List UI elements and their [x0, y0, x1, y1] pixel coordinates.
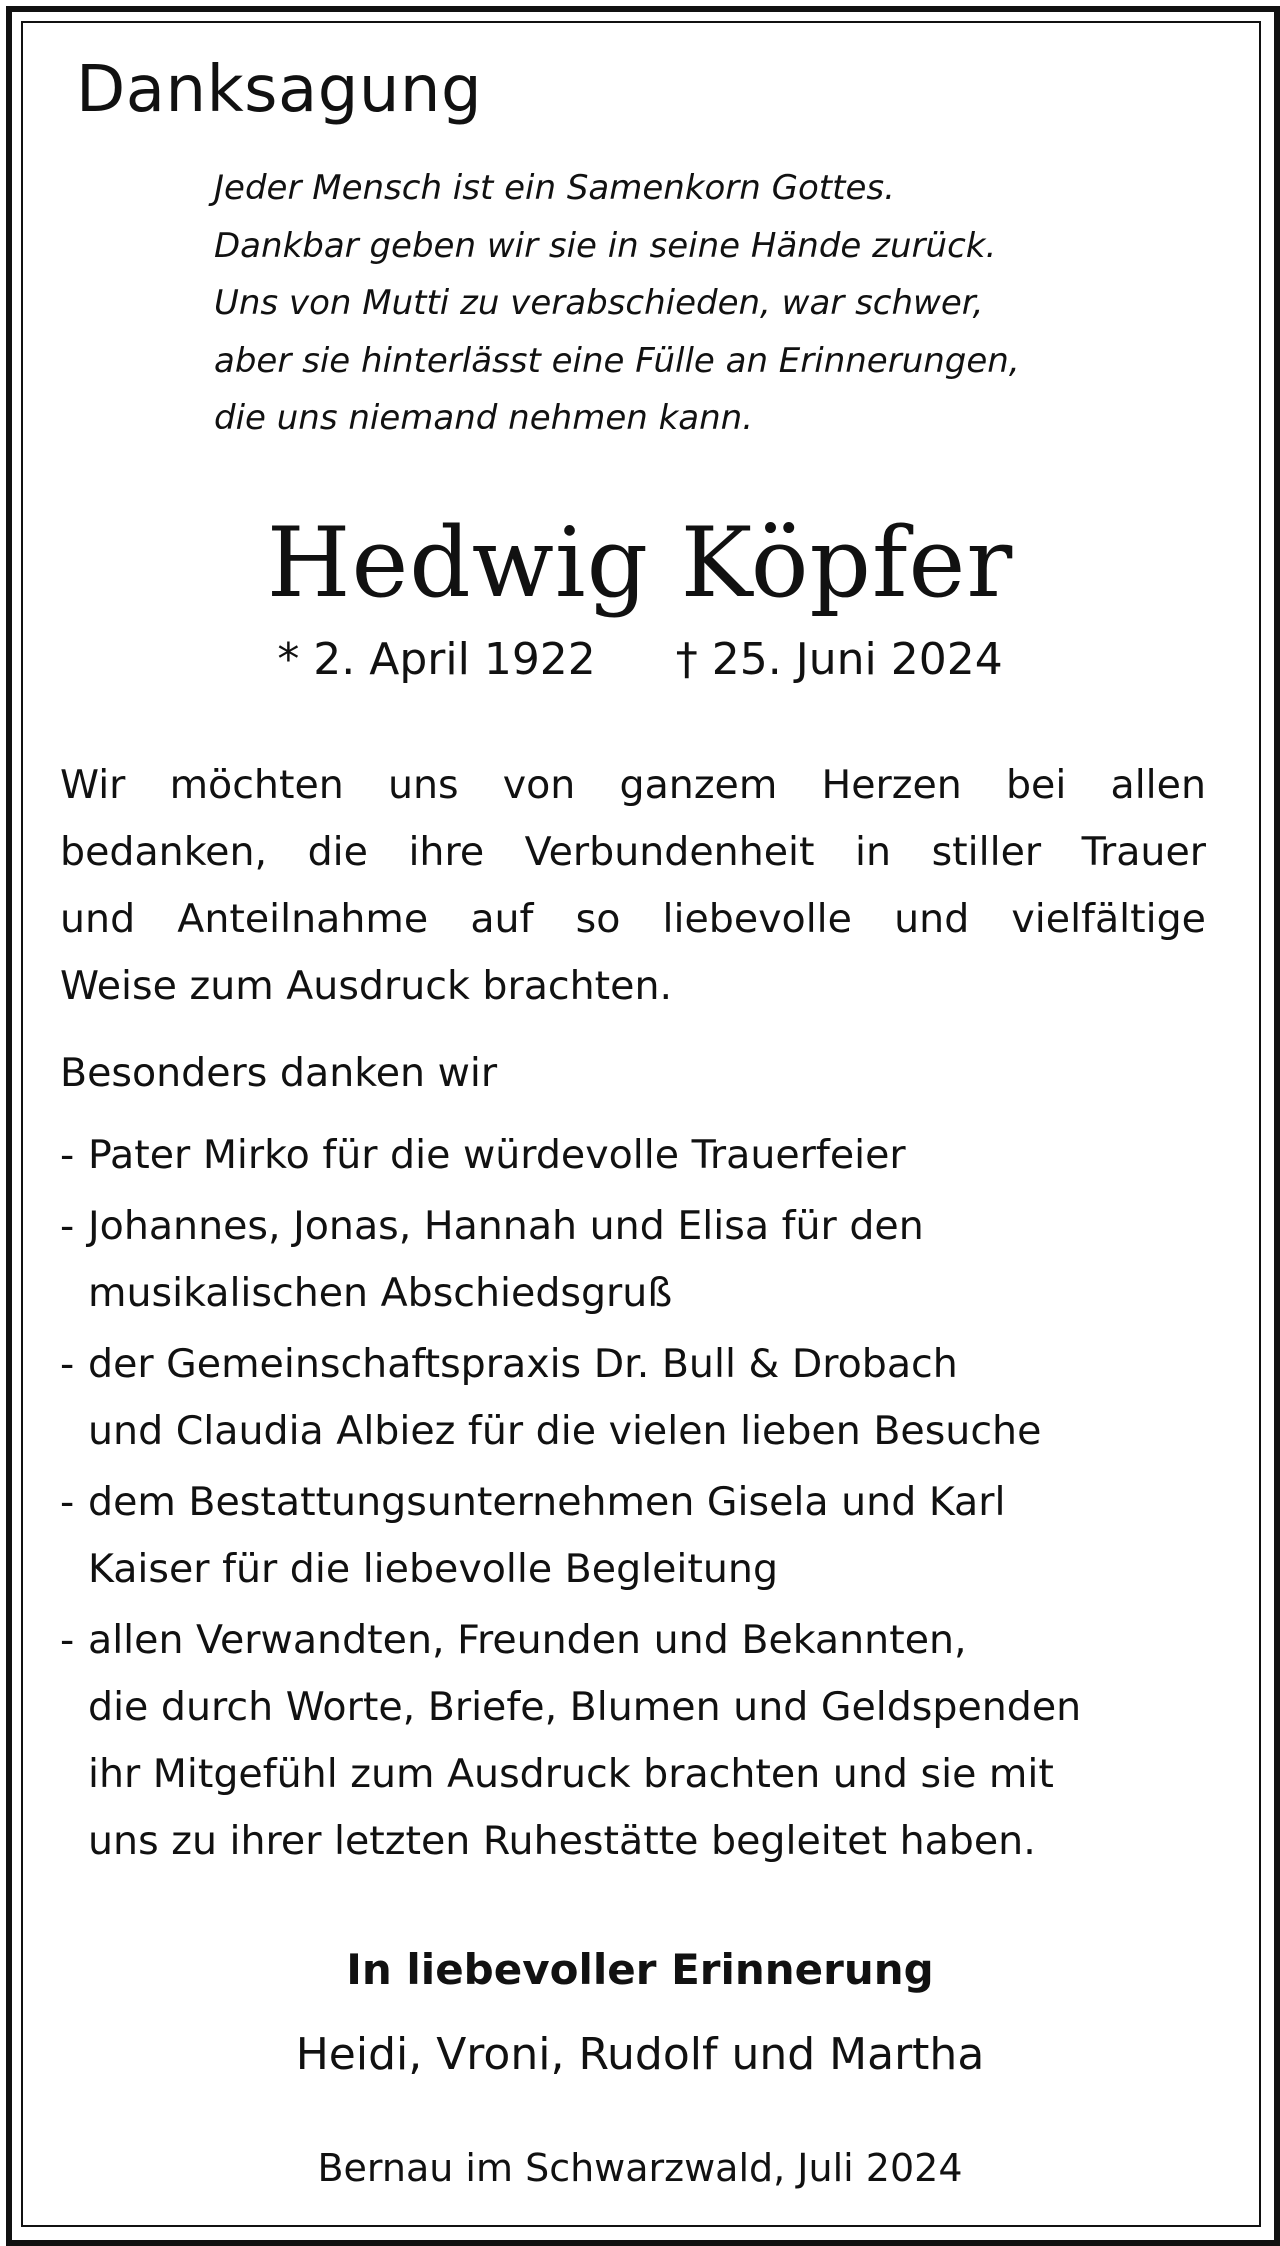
death-date: † 25. Juni 2024 — [675, 634, 1003, 685]
list-item — [60, 1469, 1230, 1603]
birth-date: * 2. April 1922 — [277, 634, 596, 685]
deceased-name: Hedwig Köpfer — [266, 507, 1014, 619]
thanks-paragraph — [60, 752, 1206, 1020]
paragraph-line: Wir möchten uns von ganzem Herzen bei allen — [60, 762, 1206, 808]
family-names: Heidi, Vroni, Rudolf und Martha — [295, 2029, 985, 2080]
list-item-line: ihr Mitgefühl zum Ausdruck brachten und sie mit — [88, 1751, 1054, 1797]
list-item-line: Johannes, Jonas, Hannah und Elisa für den — [88, 1203, 924, 1249]
list-item — [60, 1193, 1230, 1327]
list-item-line: uns zu ihrer letzten Ruhestätte begleitet haben. — [88, 1818, 1036, 1864]
list-item-line: dem Bestattungsunternehmen Gisela und Karl — [88, 1479, 1006, 1525]
thanks-intro: Besonders danken wir — [60, 1050, 498, 1096]
verse-line: die uns niemand nehmen kann. — [214, 398, 754, 438]
paragraph-line: und Anteilnahme auf so liebevolle und vielfältige — [60, 896, 1206, 942]
list-item-line: allen Verwandten, Freunden und Bekannten, — [88, 1617, 967, 1663]
list-item-line: musikalischen Abschiedsgruß — [88, 1270, 673, 1316]
list-item-line: und Claudia Albiez für die vielen lieben Besuche — [88, 1408, 1042, 1454]
verse-line: Uns von Mutti zu verabschieden, war schwer, — [214, 283, 984, 323]
list-item-line: der Gemeinschaftspraxis Dr. Bull & Drobach — [88, 1341, 958, 1387]
list-item — [60, 1122, 1230, 1189]
place-and-date: Bernau im Schwarzwald, Juli 2024 — [317, 2146, 963, 2190]
list-item — [60, 1607, 1230, 1875]
verse-line: Jeder Mensch ist ein Samenkorn Gottes. — [214, 168, 895, 208]
heading: Danksagung — [76, 53, 483, 127]
life-dates — [0, 632, 1280, 688]
list-dash: - — [60, 1132, 75, 1178]
list-dash: - — [60, 1479, 75, 1525]
list-item-line: Pater Mirko für die würdevolle Trauerfeier — [88, 1132, 906, 1178]
thanks-list — [60, 1122, 1230, 1879]
list-dash: - — [60, 1341, 75, 1387]
list-dash: - — [60, 1203, 75, 1249]
verse-line: aber sie hinterlässt eine Fülle an Erinnerungen, — [214, 340, 1020, 381]
paragraph-line: Weise zum Ausdruck brachten. — [60, 963, 673, 1009]
paragraph-line: bedanken, die ihre Verbundenheit in stiller Trauer — [60, 829, 1206, 875]
list-item-line: die durch Worte, Briefe, Blumen und Geldspenden — [88, 1684, 1082, 1730]
verse-line: Dankbar geben wir sie in seine Hände zurück. — [214, 225, 997, 266]
list-item-line: Kaiser für die liebevolle Begleitung — [88, 1546, 779, 1592]
list-dash: - — [60, 1617, 75, 1663]
verse — [214, 160, 1020, 448]
closing-line: In liebevoller Erinnerung — [346, 1945, 934, 1994]
list-item — [60, 1331, 1230, 1465]
